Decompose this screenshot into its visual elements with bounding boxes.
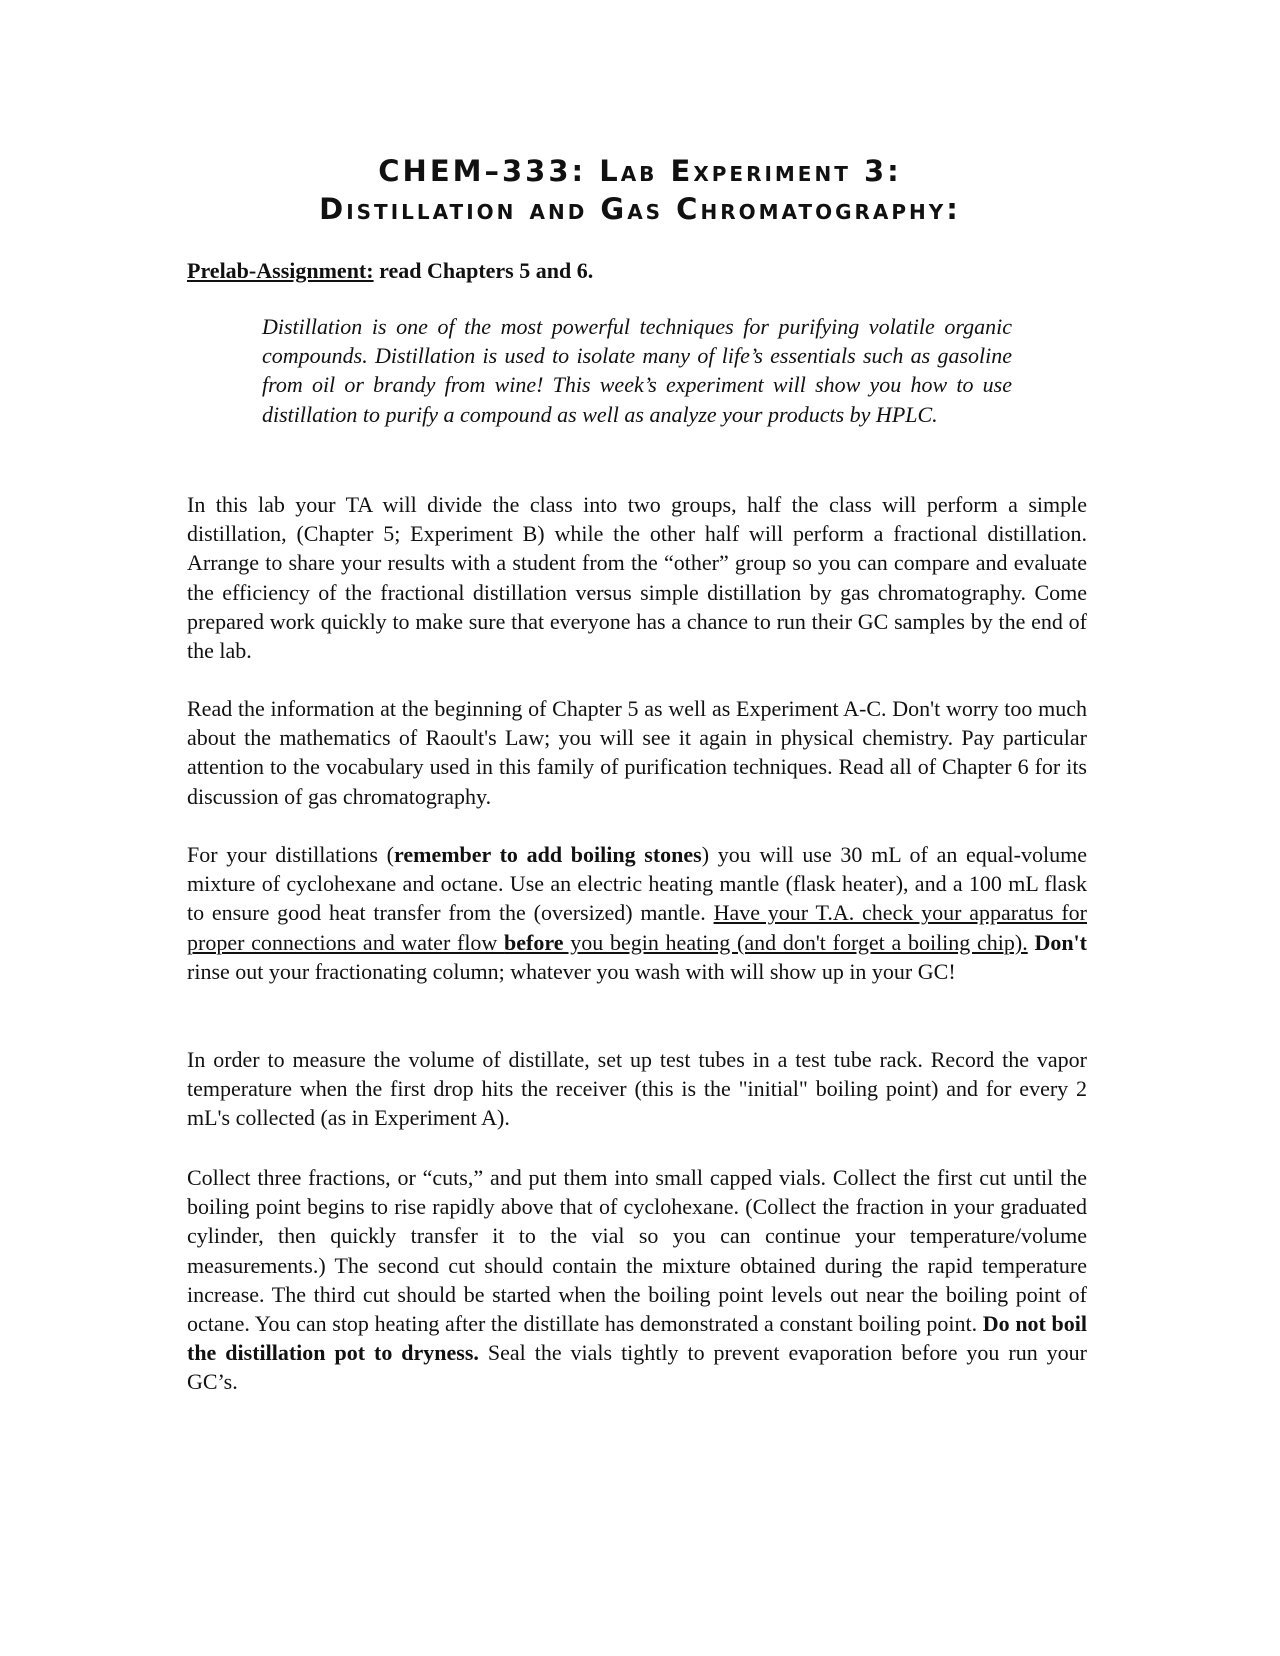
intro-paragraph: Distillation is one of the most powerful techniques for purifying volatile organic compounds. Distillation is used to isolate many of life’s essentials such as gasoline from oil or brandy from wine! This week’s experiment will show you how to use distillation to purify a compound as well as analyze your products by HPLC. xyxy=(262,314,1012,427)
p3-underline-bold-before: before xyxy=(504,929,564,955)
document-title-line1: CHEM–333: Lab Experiment 3: xyxy=(378,154,902,188)
p5-text-2: Seal the vials tightly to prevent evaporation before you run your GC’s. xyxy=(187,1340,1087,1395)
paragraph-groups: In this lab your TA will divide the class into two groups, half the class will perform a simple distillation, (Chapter 5; Experiment B) while the other half will perform a fractional distillation. Arrange to share your results with a student from the “other” group so you can compare and evaluate the efficiency of the fractional distillation versus simple distillation by gas chromatography. Come prepared work quickly to make sure that everyone has a chance to run their GC samples by the end of the lab. xyxy=(187,492,1087,664)
p5-text-1: Collect three fractions, or “cuts,” and put them into small capped vials. Collect the first cut until the boiling point begins to rise rapidly above that of cyclohexane. (Collect the fraction in your graduated cylinder, then quickly transfer it to the vial so you can continue your temperature/volume measurements.) The second cut should contain the mixture obtained during the rapid temperature increase. The third cut should be started when the boiling point levels out near the boiling point of octane. You can stop heating after the distillate has demonstrated a constant boiling point. xyxy=(187,1165,1087,1337)
paragraph-reading: Read the information at the beginning of Chapter 5 as well as Experiment A-C. Don't worry too much about the mathematics of Raoult's Law; you will see it again in physical chemistry. Pay particular attention to the vocabulary used in this family of purification techniques. Read all of Chapter 6 for its discussion of gas chromatography. xyxy=(187,696,1087,809)
p5-bold-warning: Do not boil the distillation pot to dryness. xyxy=(187,1311,1087,1366)
prelab-text: read Chapters 5 and 6. xyxy=(373,258,594,283)
p3-underline-2: you begin heating (and don't forget a boiling chip). xyxy=(563,929,1028,955)
p3-bold-boiling-stones: remember to add boiling stones xyxy=(393,842,702,867)
document-title-line2: Distillation and Gas Chromatography: xyxy=(319,192,961,226)
prelab-label: Prelab-Assignment: xyxy=(187,258,374,283)
p3-text-2: ) you will use 30 mL of an equal-volume mixture of cyclohexane and octane. Use an electric heating mantle (flask heater), and a 100 mL flask to ensure good heat transfer from the (oversized) mantle. xyxy=(187,842,1087,926)
p3-text-4: rinse out your fractionating column; whatever you wash with will show up in your GC! xyxy=(187,958,956,984)
prelab-assignment xyxy=(187,256,593,286)
paragraph-measure-volume: In order to measure the volume of distillate, set up test tubes in a test tube rack. Record the vapor temperature when the first drop hits the receiver (this is the "initial" boiling point) and for every 2 mL's collected (as in Experiment A). xyxy=(187,1047,1087,1131)
paragraph-distillations xyxy=(187,840,1087,986)
p3-text-1: For your distillations ( xyxy=(187,842,394,867)
paragraph-fractions xyxy=(187,1163,1087,1397)
p3-bold-dont: Don't xyxy=(1034,929,1087,955)
p3-underline-1: Have your T.A. check your apparatus for proper connections and water flow xyxy=(187,900,1087,955)
